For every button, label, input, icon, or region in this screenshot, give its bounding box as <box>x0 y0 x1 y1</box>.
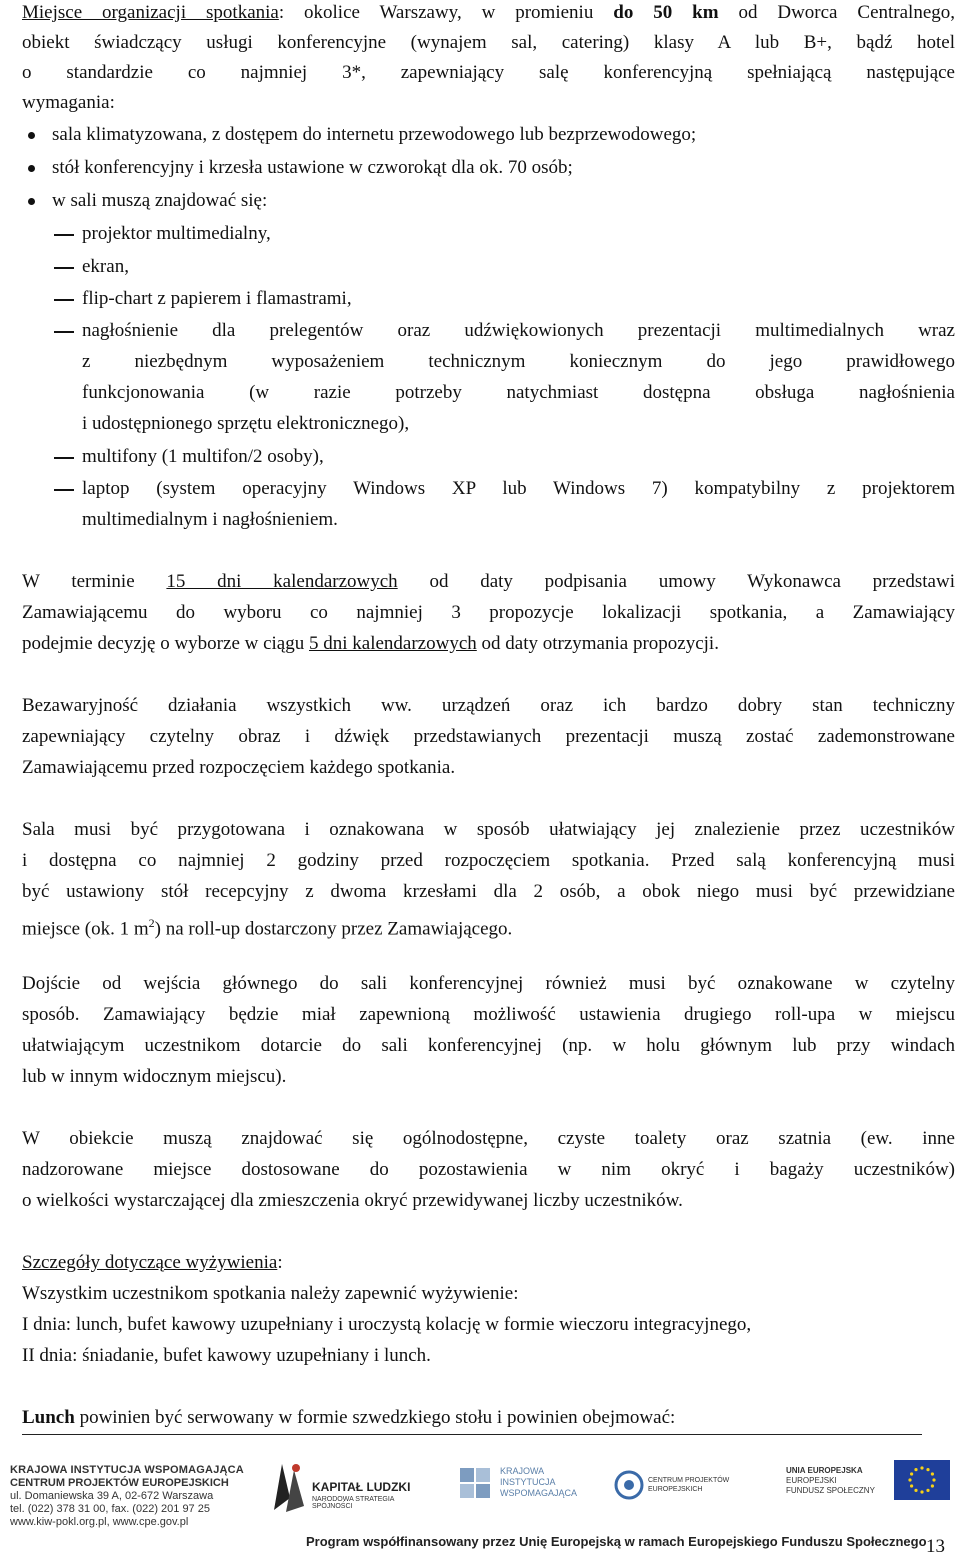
para3-line3: Zamawiającemu przed rozpoczęciem każdego spotkania. <box>22 757 456 778</box>
bullet-icon <box>28 132 35 139</box>
para5-line2: sposób. Zamawiający będzie miał zapewnioną możliwość ustawienia drugiego roll-upa w miejscu <box>22 1004 955 1025</box>
para1-line4: wymagania: <box>22 92 115 113</box>
para1-line2: obiekt świadczący usługi konferencyjne (wynajem sal, catering) klasy A lub B+, bądź hotel <box>22 32 955 53</box>
para6-line2: nadzorowane miejsce dostosowane do pozostawienia w nim okryć i bagaży uczestników) <box>22 1159 955 1180</box>
para5-line3: ułatwiającym uczestnikom dotarcie do sali konferencyjnej (np. w holu głównym lub przy windach <box>22 1035 955 1056</box>
cpe-logo: CENTRUM PROJEKTÓW EUROPEJSKICH <box>614 1468 734 1508</box>
para4-line4: miejsce (ok. 1 $m^2$) na roll-up dostarczony przez Zamawiającego. <box>22 916 513 940</box>
para5-line4: lub w innym widocznym miejscu). <box>22 1066 287 1087</box>
para5-line1: Dojście od wejścia głównego do sali konferencyjnej również musi być oznakowane w czytelny <box>22 973 955 994</box>
dash-icon <box>54 299 74 301</box>
para4-line2: i dostępna co najmniej 2 godziny przed rozpoczęciem spotkania. Przed salą konferencyjną musi <box>22 850 955 871</box>
para2-line3: podejmie decyzję o wyborze w ciągu 5 dni kalendarzowych od daty otrzymania propozycji. <box>22 633 719 654</box>
para6-line3: o wielkości wystarczającej dla zmieszczenia okryć przewidywanej liczby uczestników. <box>22 1190 683 1211</box>
venue-label: Miejsce organizacji spotkania <box>22 2 279 23</box>
kapital-ludzki-logo: KAPITAŁ LUDZKI NARODOWA STRATEGIA SPÓJNOŚCI <box>272 1458 432 1518</box>
eu-flag-icon <box>894 1460 950 1500</box>
para1-line3: o standardzie co najmniej 3*, zapewniający salę konferencyjną spełniającą następujące <box>22 62 955 83</box>
kiw-logo: KRAJOWA INSTYTUCJA WSPOMAGAJĄCA <box>458 1462 578 1512</box>
para4-line3: być ustawiony stół recepcyjny z dwoma krzesłami dla 2 osób, a obok niego musi być przewidziane <box>22 881 955 902</box>
para1-line1: Miejsce organizacji spotkania: okolice Warszawy, w promieniu do 50 km od Dworca Centralnego, <box>22 2 956 23</box>
para2-line2: Zamawiającemu do wyboru co najmniej 3 propozycje lokalizacji spotkania, a Zamawiający <box>22 602 955 623</box>
eu-logo: UNIA EUROPEJSKA EUROPEJSKI FUNDUSZ SPOŁECZNY <box>786 1460 956 1516</box>
para7-line3: II dnia: śniadanie, bufet kawowy uzupełniany i lunch. <box>22 1345 431 1366</box>
para3-line1: Bezawaryjność działania wszystkich ww. urządzeń oraz ich bardzo dobry stan techniczny <box>22 695 955 716</box>
para4-line1: Sala musi być przygotowana i oznakowana w sposób ułatwiający jej znalezienie przez uczestników <box>22 819 955 840</box>
para6-line1: W obiekcie muszą znajdować się ogólnodostępne, czyste toalety oraz szatnia (ew. inne <box>22 1128 955 1149</box>
dash-icon <box>54 331 74 333</box>
para7-line1: Wszystkim uczestnikom spotkania należy zapewnić wyżywienie: <box>22 1283 519 1304</box>
para7-line2: I dnia: lunch, bufet kawowy uzupełniany i uroczystą kolację w formie wieczoru integracyjnego, <box>22 1314 752 1335</box>
kiw-icon <box>458 1466 494 1506</box>
dash-icon <box>54 267 74 269</box>
bullet-icon <box>28 198 35 205</box>
footer-divider <box>22 1434 922 1435</box>
org-address-block: KRAJOWA INSTYTUCJA WSPOMAGAJĄCA CENTRUM PROJEKTÓW EUROPEJSKICH ul. Domaniewska 39 A, 02-672 Warszawa tel. (022) 378 31 00, fax. (022) 201 97 25 www.kiw-pokl.org.pl, www.cpe.gov.pl <box>10 1464 244 1528</box>
page-number: 13 <box>926 1536 945 1557</box>
para2-line1: W terminie 15 dni kalendarzowych od daty podpisania umowy Wykonawca przedstawi <box>22 571 955 592</box>
cpe-icon <box>614 1468 644 1502</box>
catering-heading: Szczegóły dotyczące wyżywienia: <box>22 1252 283 1273</box>
dash-icon <box>54 234 74 236</box>
kapital-ludzki-icon <box>272 1460 306 1516</box>
para3-line2: zapewniający czytelny obraz i dźwięk przedstawianych prezentacji muszą zostać zademonstrowane <box>22 726 955 747</box>
cofinancing-statement: Program współfinansowany przez Unię Europejską w ramach Europejskiego Funduszu Społecznego <box>306 1534 927 1549</box>
bullet-icon <box>28 165 35 172</box>
page-footer <box>0 1440 960 1556</box>
lunch-line: Lunch powinien być serwowany w formie szwedzkiego stołu i powinien obejmować: <box>22 1407 676 1428</box>
dash-icon <box>54 489 74 491</box>
dash-icon <box>54 457 74 459</box>
